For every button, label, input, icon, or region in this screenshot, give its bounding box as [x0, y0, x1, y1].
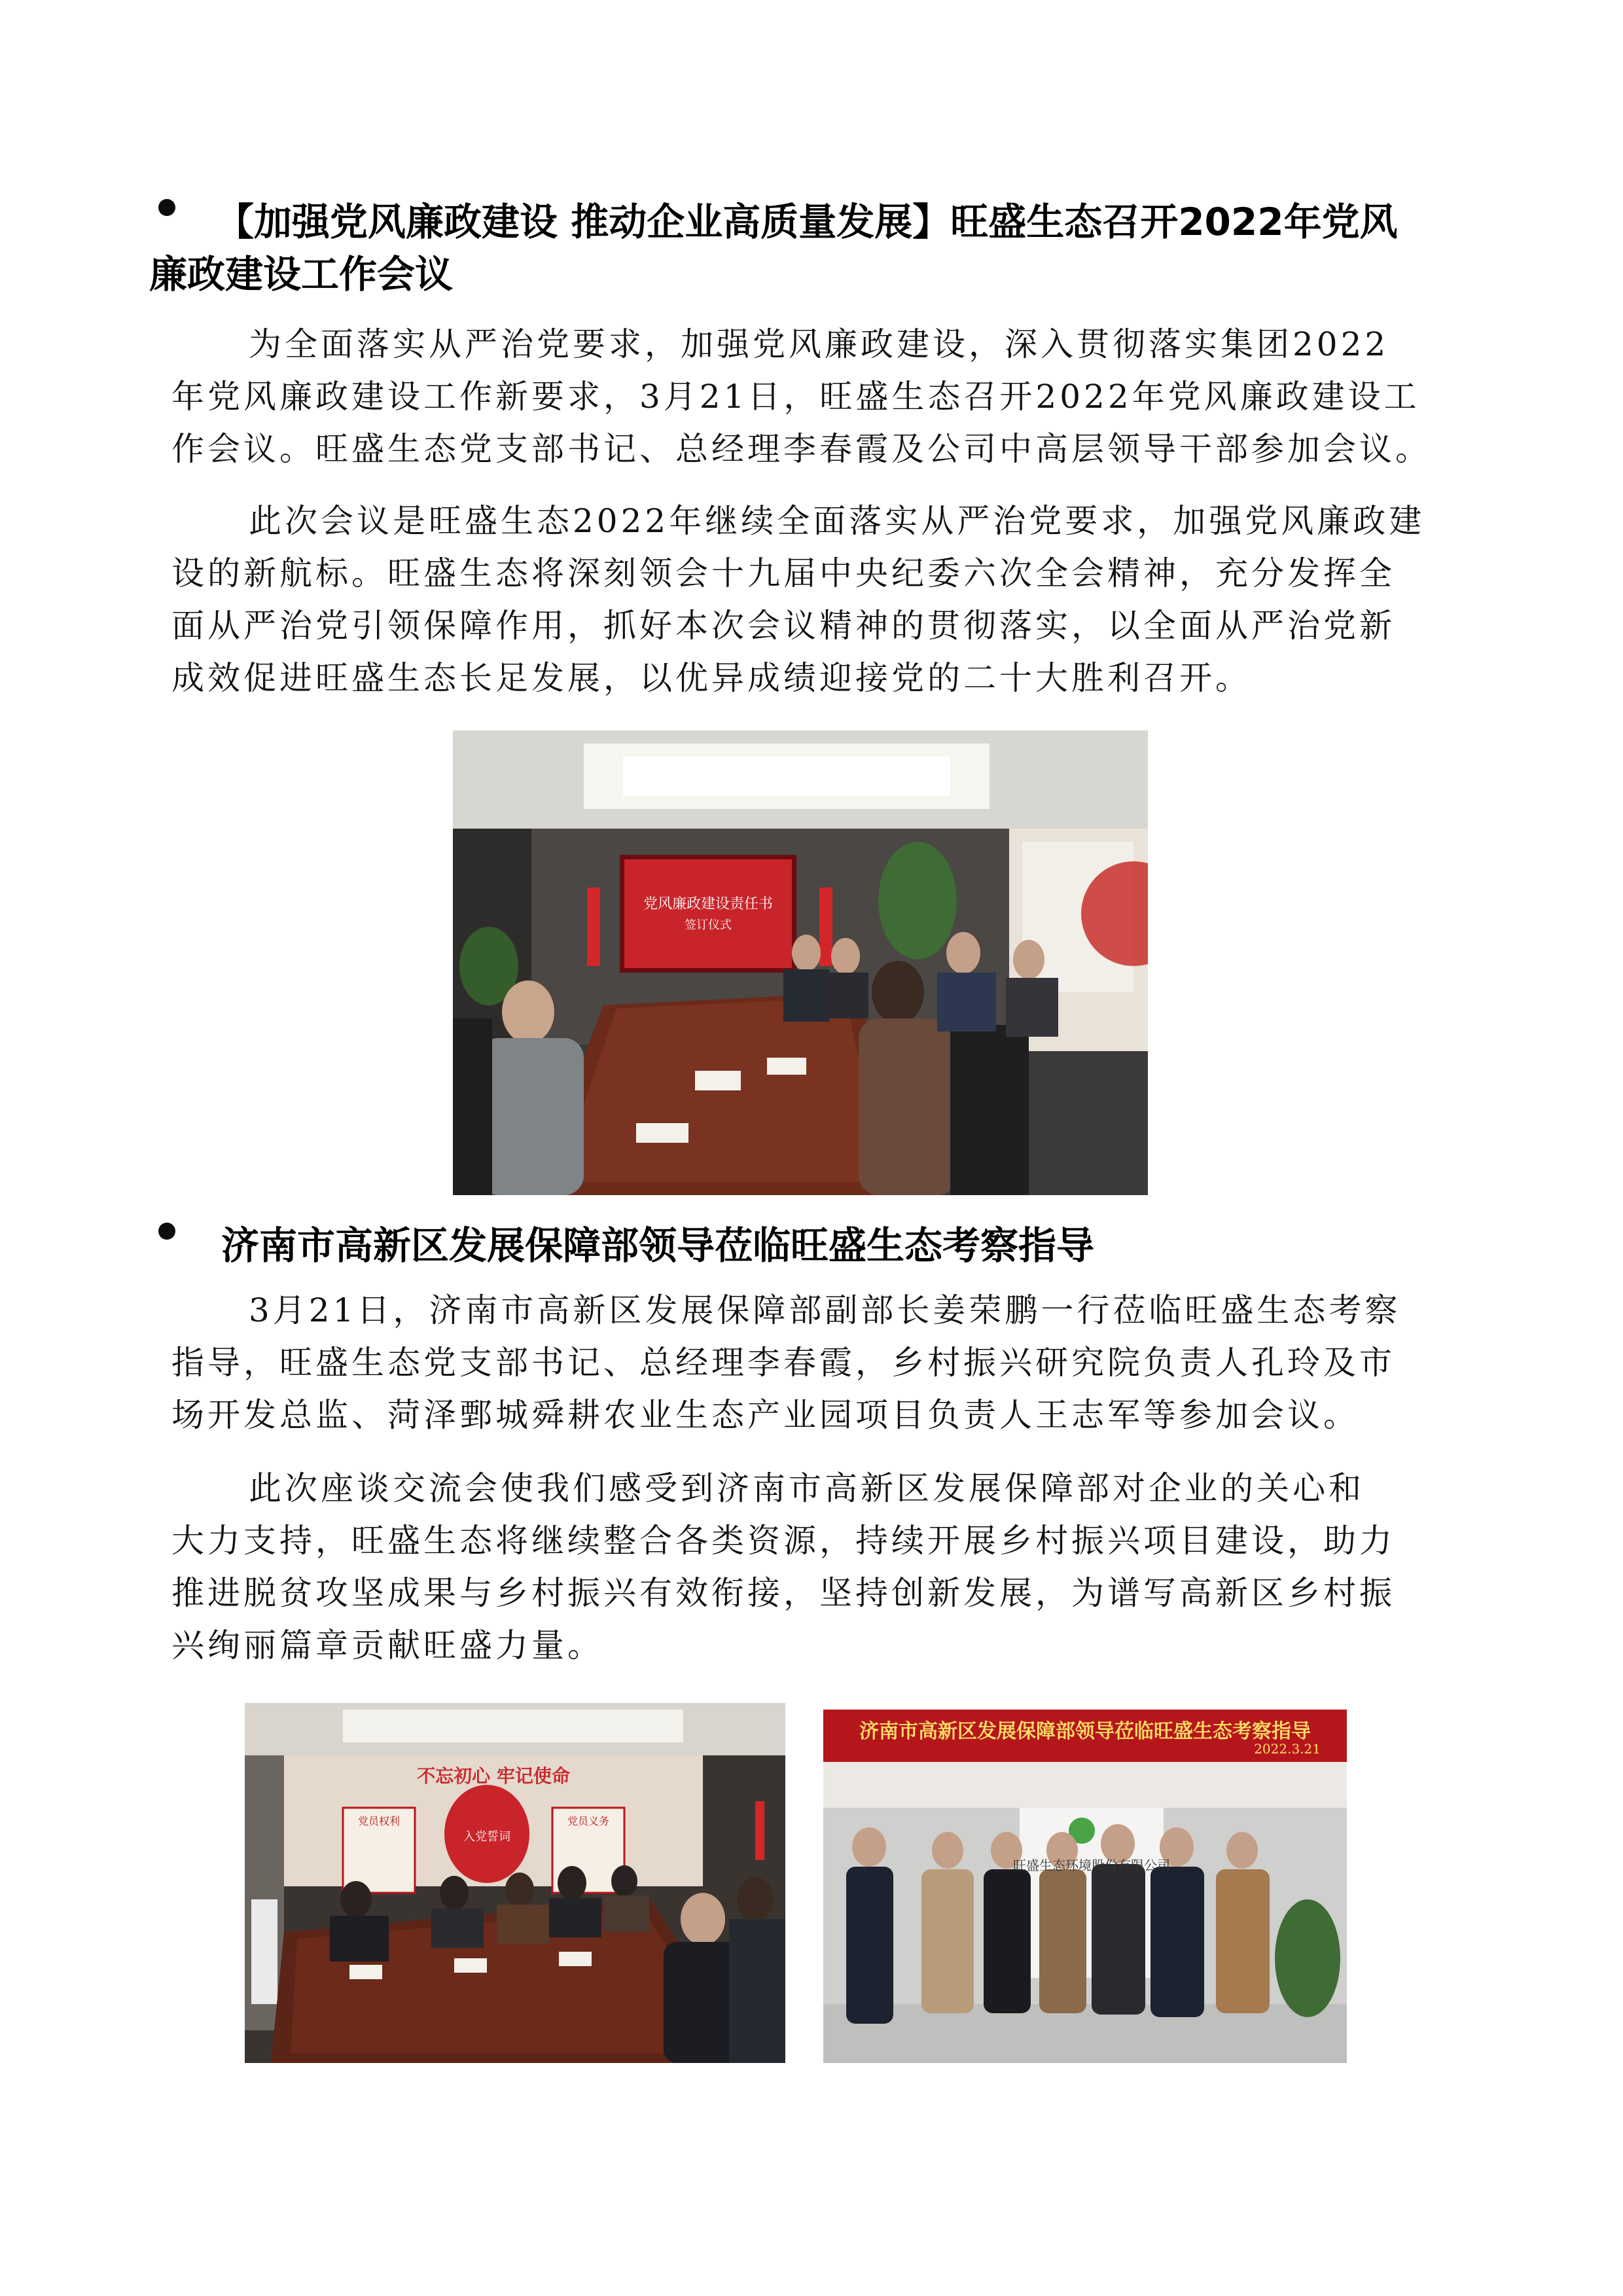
section1-paragraph-1 — [171, 318, 1480, 475]
text-line: 年党风廉政建设工作新要求，3月21日，旺盛生态召开2022年党风廉政建设工 — [171, 378, 1420, 416]
section1-heading-cont — [149, 249, 1458, 300]
seminar-photo — [245, 1703, 785, 2063]
section2-heading-text: 济南市高新区发展保障部领导莅临旺盛生态考察指导 — [221, 1223, 1095, 1268]
bullet-icon — [158, 1223, 175, 1240]
text-line: 场开发总监、菏泽鄄城舜耕农业生态产业园项目负责人王志军等参加会议。 — [171, 1396, 1359, 1434]
section2-paragraph-2 — [171, 1462, 1480, 1672]
section1-heading — [216, 196, 1525, 247]
text-line: 为全面落实从严治党要求，加强党风廉政建设，深入贯彻落实集团2022 — [249, 325, 1389, 363]
party-duties-panel: 党员义务 — [567, 1815, 609, 1827]
section2-heading — [221, 1220, 1530, 1271]
group-photo — [823, 1710, 1347, 2063]
wall-slogan: 不忘初心 牢记使命 — [417, 1765, 570, 1787]
banner-title: 济南市高新区发展保障部领导莅临旺盛生态考察指导 — [859, 1720, 1311, 1743]
party-oath-panel: 入党誓词 — [463, 1830, 510, 1844]
text-line: 此次座谈交流会使我们感受到济南市高新区发展保障部对企业的关心和 — [249, 1469, 1364, 1507]
screen-title-line1: 党风廉政建设责任书 — [643, 896, 773, 912]
text-line: 设的新航标。旺盛生态将深刻领会十九届中央纪委六次全会精神，充分发挥全 — [171, 554, 1395, 592]
section1-heading-line1: 【加强党风廉政建设 推动企业高质量发展】旺盛生态召开2022年党风 — [216, 200, 1398, 244]
screen-title-line2: 签订仪式 — [685, 918, 732, 932]
company-wall-sign: 旺盛生态环境股份有限公司 — [1013, 1857, 1170, 1873]
banner-date: 2022.3.21 — [1254, 1741, 1321, 1757]
text-line: 作会议。旺盛生态党支部书记、总经理李春霞及公司中高层领导干部参加会议。 — [171, 430, 1431, 468]
text-line: 兴绚丽篇章贡献旺盛力量。 — [171, 1626, 603, 1664]
text-line: 3月21日，济南市高新区发展保障部副部长姜荣鹏一行莅临旺盛生态考察 — [249, 1291, 1401, 1329]
text-line: 指导，旺盛生态党支部书记、总经理李春霞，乡村振兴研究院负责人孔玲及市 — [171, 1344, 1395, 1382]
screen-title — [624, 894, 792, 936]
text-line: 面从严治党引领保障作用，抓好本次会议精神的贯彻落实，以全面从严治党新 — [171, 607, 1395, 645]
text-line: 此次会议是旺盛生态2022年继续全面落实从严治党要求，加强党风廉政建 — [249, 502, 1425, 540]
section1-paragraph-2 — [171, 495, 1480, 704]
meeting-photo — [453, 730, 1148, 1195]
text-line: 推进脱贫攻坚成果与乡村振兴有效衔接，坚持创新发展，为谱写高新区乡村振 — [171, 1574, 1395, 1612]
section1-heading-line2: 廉政建设工作会议 — [149, 252, 454, 296]
bullet-icon — [158, 199, 175, 216]
party-rights-panel: 党员权利 — [357, 1815, 400, 1827]
section2-paragraph-1 — [171, 1284, 1480, 1441]
text-line: 大力支持，旺盛生态将继续整合各类资源，持续开展乡村振兴项目建设，助力 — [171, 1522, 1395, 1560]
text-line: 成效促进旺盛生态长足发展，以优异成绩迎接党的二十大胜利召开。 — [171, 659, 1251, 697]
